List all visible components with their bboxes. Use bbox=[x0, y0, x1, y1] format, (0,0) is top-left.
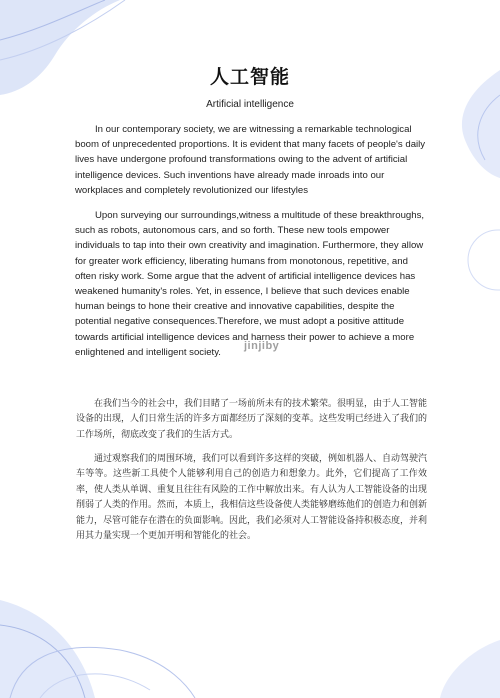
bottom-left-arc bbox=[10, 647, 195, 698]
english-paragraph-1 bbox=[75, 122, 428, 198]
top-left-arc bbox=[0, 0, 125, 60]
page-subtitle: Artificial intelligence bbox=[206, 99, 294, 110]
watermark: jinjiby bbox=[244, 340, 280, 352]
page-title: 人工智能 bbox=[209, 66, 290, 88]
bottom-left-arc bbox=[0, 625, 85, 698]
paragraph-text: 通过观察我们的周围环境，我们可以看到许多这样的突破，例如机器人、自动驾驶汽车等等。这些新工具使个人能够利用自己的创造力和想象力。此外，它们提高了工作效率，使人类从单调、重复且往往有风险的工作中解放出来。有人认为人工智能设备的出现削弱了人类的作用。然而，本质上，我相信这些设备使人类能够磨练他们的创造力和创新能力，尽管可能存在潜在的负面影响。因此，我们必须对人工智能设备持积极态度，并利用其力量实现一个更加开明和智能化的社会。 bbox=[76, 454, 428, 542]
bottom-left-wave bbox=[0, 600, 95, 698]
chinese-paragraph-1 bbox=[76, 397, 427, 443]
chinese-paragraph-2 bbox=[76, 452, 427, 544]
paragraph-text: Upon surveying our surroundings,witness a multitude of these breakthroughs, such as robots, autonomous cars, and so forth. These new tools empower individuals to tap into their own creativity and imagination. Furthermore, they allow for greater work efficiency, liberating humans from monotonous, repetitive, and often risky work. Some argue that the advent of artificial intelligence devices has weakened humanity's roles. Yet, in essence, I believe that such devices enable human beings to hone their creative and innovative capabilities, despite the potential negative consequences.Therefore, we must adopt a positive attitude towards artificial intelligence devices and harness their power to achieve a more enlightened and intelligent society. bbox=[75, 210, 425, 358]
paragraph-text: 在我们当今的社会中，我们目睹了一场前所未有的技术繁荣。很明显，由于人工智能设备的出现，人们日常生活的许多方面都经历了深刻的变革。这些发明已经进入了我们的工作场所，彻底改变了我们的生活方式。 bbox=[76, 399, 428, 440]
english-paragraph-2 bbox=[75, 208, 428, 360]
right-ring bbox=[468, 230, 500, 290]
paragraph-text: In our contemporary society, we are witnessing a remarkable technological boom of unprecedented proportions. It is evident that many facets of people's daily lives have undergone profound transformations owing to the advent of artificial intelligence devices. Such inventions have already made inroads into our workplaces and completely revolutionized our lifestyles bbox=[75, 124, 426, 196]
bottom-left-arc bbox=[40, 674, 150, 698]
top-left-arc bbox=[0, 0, 105, 40]
bottom-right-wave bbox=[440, 640, 500, 698]
